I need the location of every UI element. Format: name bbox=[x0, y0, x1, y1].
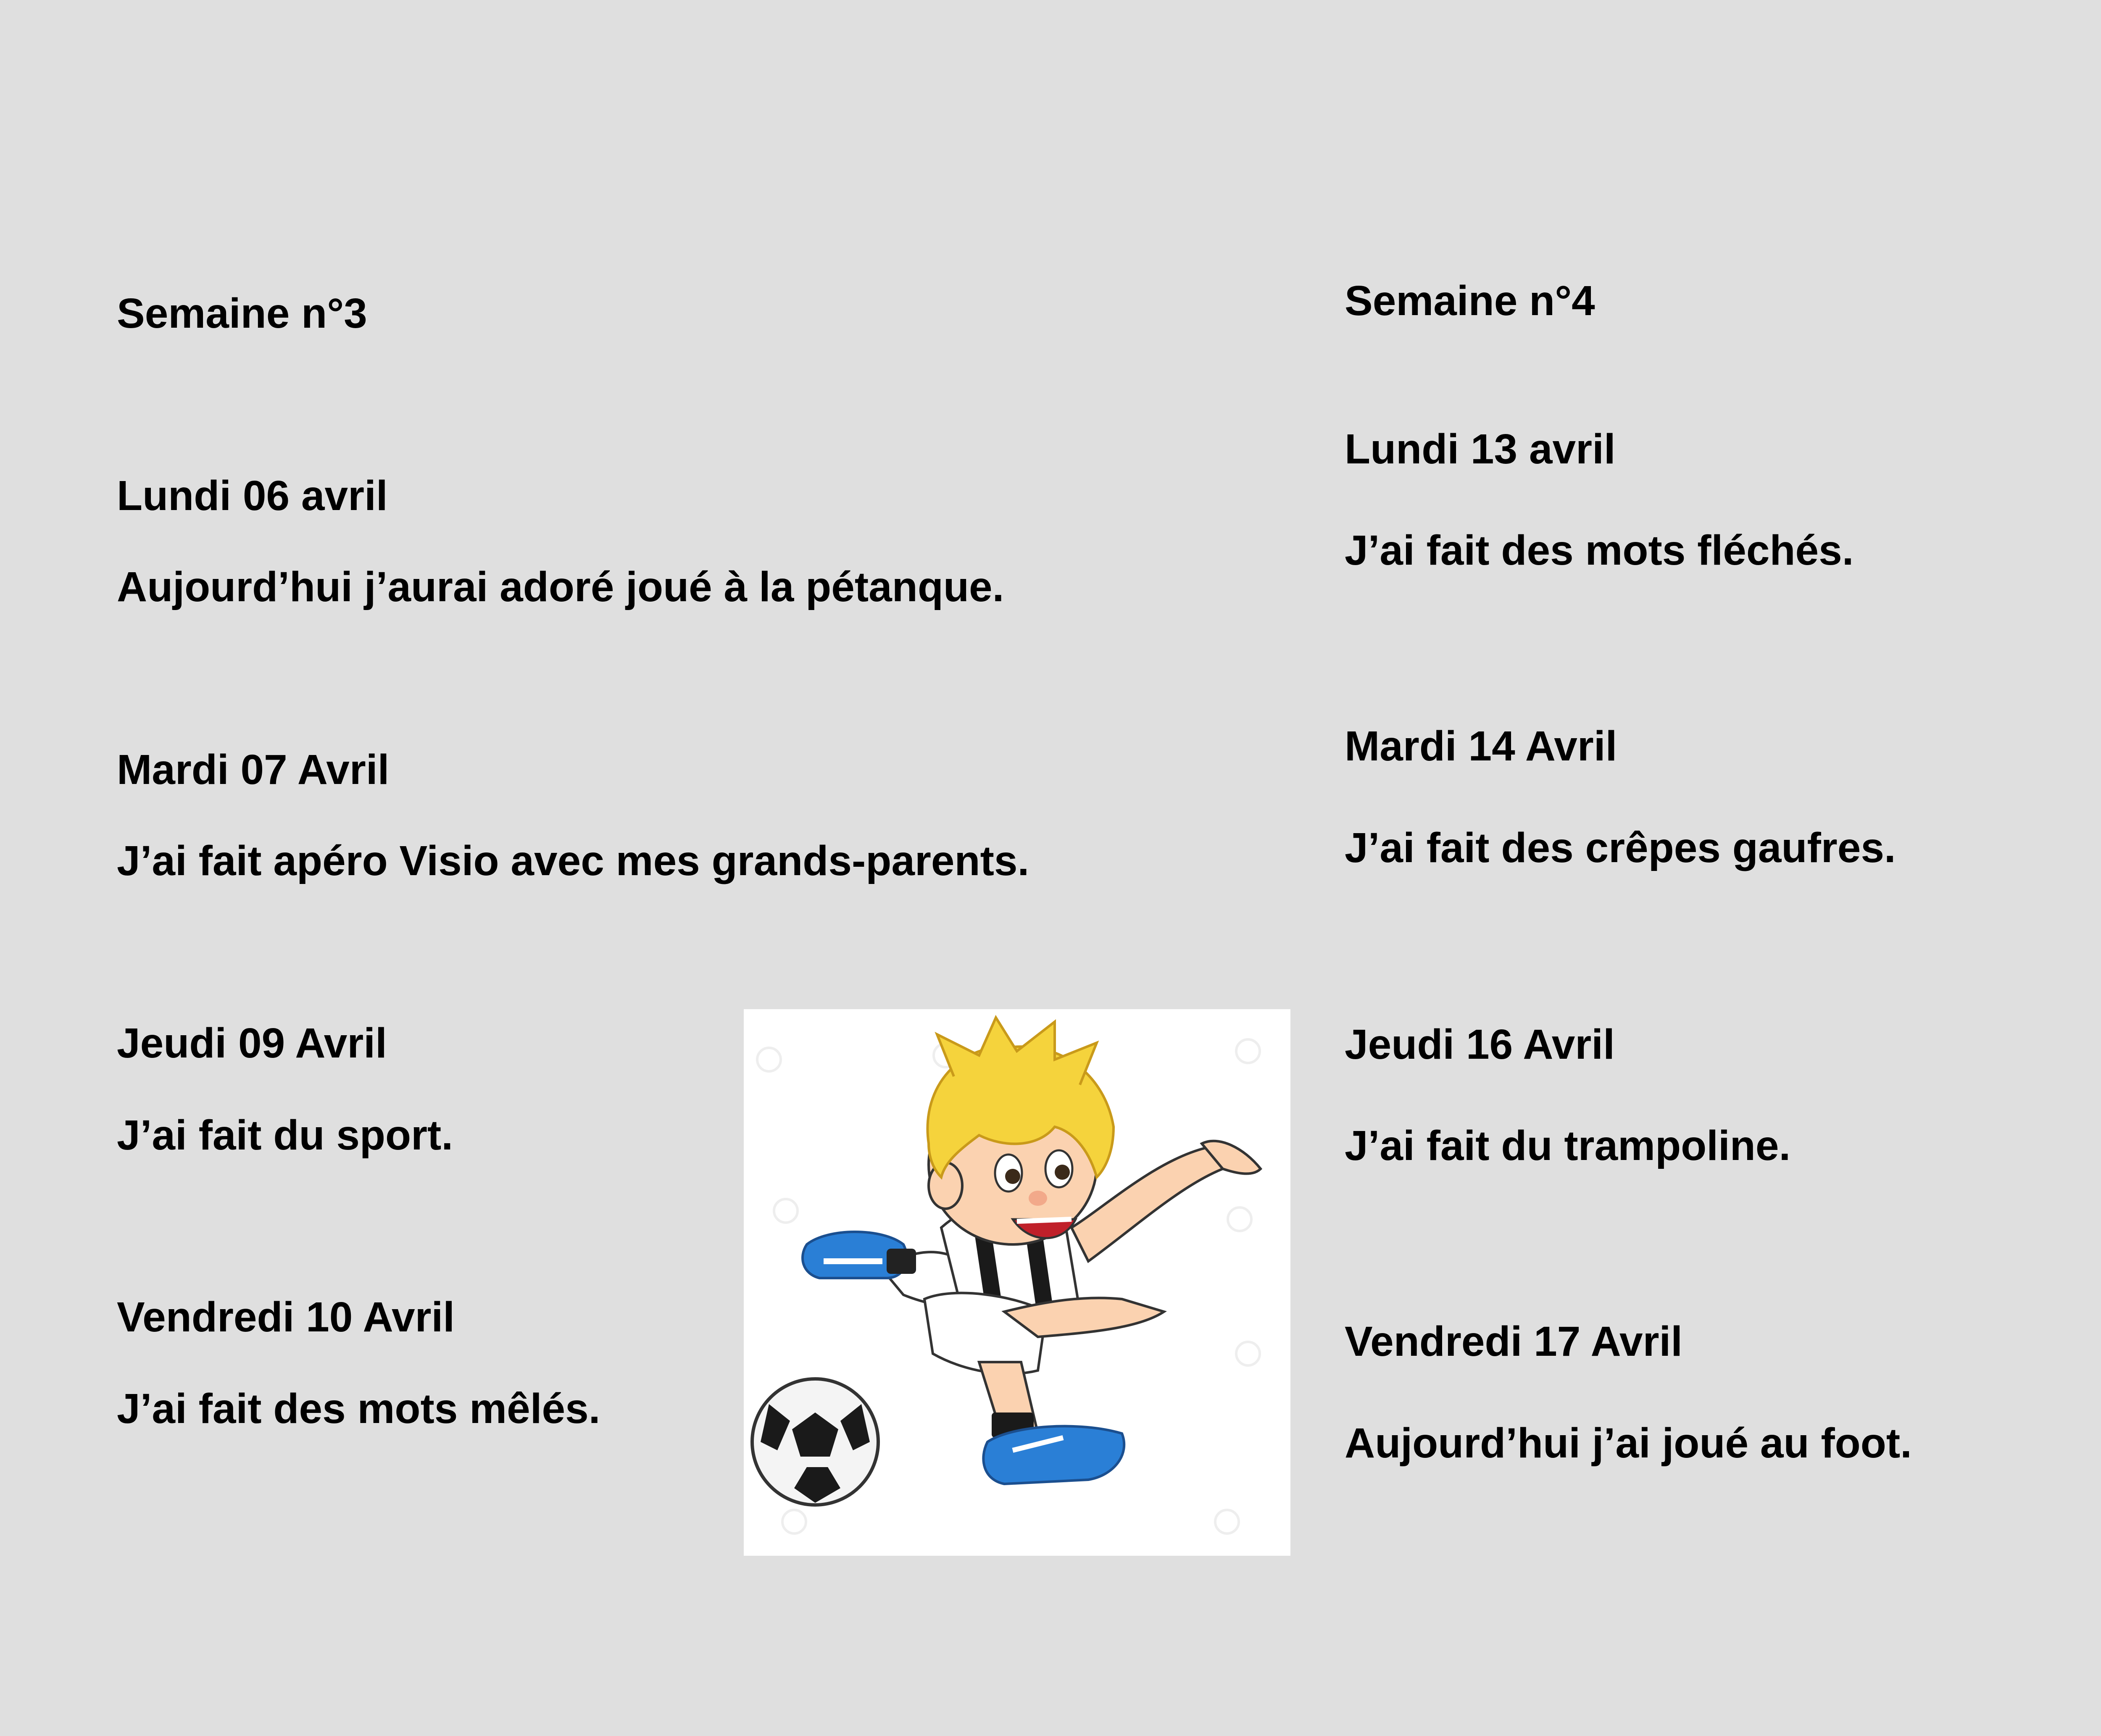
week-3-title: Semaine n°3 bbox=[117, 290, 367, 337]
week-3-text-1: Aujourd’hui j’aurai adoré joué à la pétanque. bbox=[117, 563, 1004, 610]
week-3-day-3: Jeudi 09 Avril bbox=[117, 1020, 387, 1067]
week-3-day-4: Vendredi 10 Avril bbox=[117, 1294, 455, 1341]
week-4-text-2: J’ai fait des crêpes gaufres. bbox=[1345, 824, 1896, 871]
week-3-text-3: J’ai fait du sport. bbox=[117, 1112, 453, 1159]
soccer-boy-illustration bbox=[744, 1009, 1290, 1556]
week-3-day-1: Lundi 06 avril bbox=[117, 472, 388, 519]
week-4-title: Semaine n°4 bbox=[1345, 277, 1595, 324]
week-4-text-1: J’ai fait des mots fléchés. bbox=[1345, 527, 1854, 574]
boy-kicking-soccer-ball-icon bbox=[744, 1009, 1290, 1556]
week-4-text-3: J’ai fait du trampoline. bbox=[1345, 1122, 1791, 1169]
week-3-text-4: J’ai fait des mots mêlés. bbox=[117, 1385, 600, 1432]
week-4-day-2: Mardi 14 Avril bbox=[1345, 723, 1617, 770]
week-3-text-2: J’ai fait apéro Visio avec mes grands-parents. bbox=[117, 837, 1029, 884]
week-4-text-4: Aujourd’hui j’ai joué au foot. bbox=[1345, 1420, 1912, 1467]
week-4-day-1: Lundi 13 avril bbox=[1345, 426, 1616, 473]
week-4-day-4: Vendredi 17 Avril bbox=[1345, 1318, 1683, 1365]
week-3-day-2: Mardi 07 Avril bbox=[117, 746, 390, 793]
week-4-day-3: Jeudi 16 Avril bbox=[1345, 1021, 1615, 1068]
soccer-ball-icon bbox=[752, 1379, 878, 1505]
